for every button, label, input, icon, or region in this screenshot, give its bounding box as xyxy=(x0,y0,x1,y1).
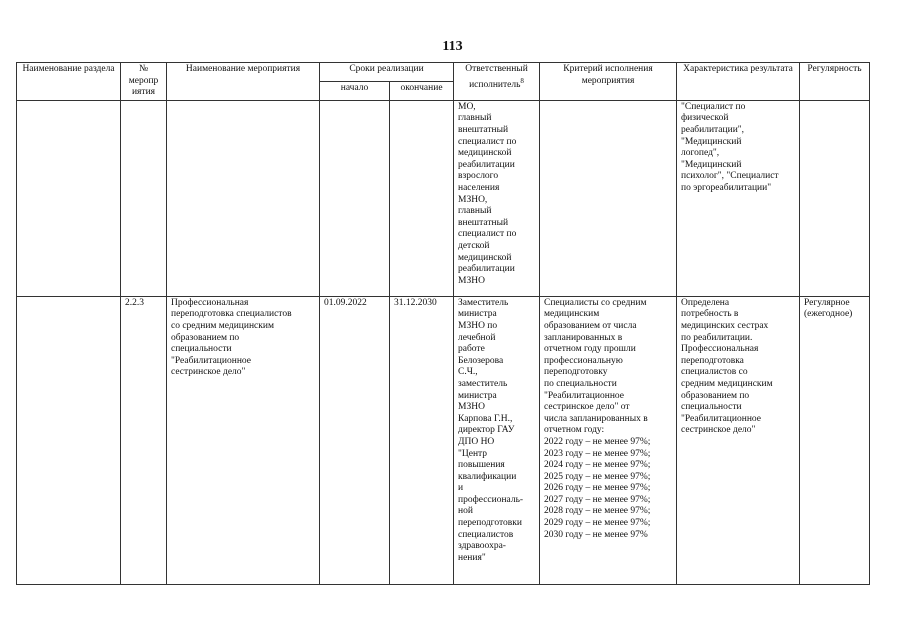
cell-name: Профессиональная переподготовка специалистов со средним медицинским образованием по специальности "Реабилитационное сестринское дело" xyxy=(167,296,320,584)
cell-end: 31.12.2030 xyxy=(390,296,454,584)
table-row xyxy=(17,100,870,296)
cell-section xyxy=(17,100,121,296)
cell-result: "Специалист по физической реабилитации", "Медицинский логопед", "Медицинский психолог", "Специалист по эргореабилитации" xyxy=(677,100,800,296)
cell-responsible: МО, главный внештатный специалист по медицинской реабилитации взрослого населения МЗНО, главный внештатный специалист по детской медицинской реабилитации МЗНО xyxy=(454,100,540,296)
page-number: 113 xyxy=(442,39,463,54)
header-section-name: Наименование раздела xyxy=(17,63,121,101)
header-start: начало xyxy=(320,81,390,100)
cell-criterion: Специалисты со средним медицинским образованием от числа запланированных в отчетном году прошли профессиональную переподготовку по специальности "Реабилитационное сестринское дело" от числа запланированных в отчетном году: 2022 году – не менее 97%; 2023 году – не менее 97%; 2024 году – не менее 97%; 2025 году – не менее 97%; 2026 году – не менее 97%; 2027 году – не менее 97%; 2028 году – не менее 97%; 2029 году – не менее 97%; 2030 году – не менее 97% xyxy=(540,296,677,584)
cell-section xyxy=(17,296,121,584)
header-end: окончание xyxy=(390,81,454,100)
header-terms: Сроки реализации xyxy=(320,63,454,82)
header-result: Характеристика результата xyxy=(677,63,800,101)
cell-responsible: Заместитель министра МЗНО по лечебной работе Белозерова С.Ч., заместитель министра МЗНО Карпова Г.Н., директор ГАУ ДПО НО "Центр повышения квалификации и профессиональ- ной переподготовки специалистов здравоохра- нения" xyxy=(454,296,540,584)
cell-criterion xyxy=(540,100,677,296)
cell-name xyxy=(167,100,320,296)
cell-no xyxy=(121,100,167,296)
events-table xyxy=(16,62,870,585)
header-row-1 xyxy=(17,63,870,82)
header-event-name: Наименование мероприятия xyxy=(167,63,320,101)
cell-start xyxy=(320,100,390,296)
cell-regularity: Регулярное (ежегодное) xyxy=(800,296,870,584)
footnote-mark: 8 xyxy=(520,76,524,85)
cell-end xyxy=(390,100,454,296)
header-event-no: № меропр иятия xyxy=(121,63,167,101)
cell-start: 01.09.2022 xyxy=(320,296,390,584)
cell-regularity xyxy=(800,100,870,296)
header-criterion: Критерий исполнения мероприятия xyxy=(540,63,677,101)
header-regularity: Регулярность xyxy=(800,63,870,101)
header-responsible xyxy=(454,63,540,101)
cell-no: 2.2.3 xyxy=(121,296,167,584)
cell-result: Определена потребность в медицинских сестрах по реабилитации. Профессиональная переподготовка специалистов со средним медицинским образованием по специальности "Реабилитационное сестринское дело" xyxy=(677,296,800,584)
table-row xyxy=(17,296,870,584)
header-responsible-label: Ответственный исполнитель xyxy=(465,64,528,90)
